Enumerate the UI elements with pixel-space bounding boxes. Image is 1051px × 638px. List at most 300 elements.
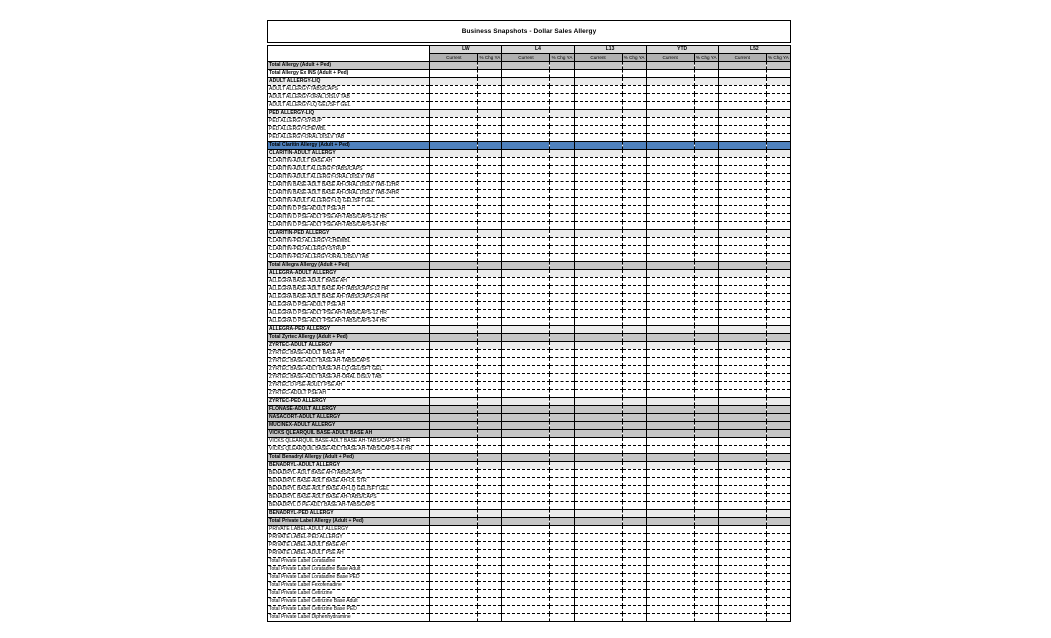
- table-row: [268, 302, 791, 310]
- cell-current: [430, 350, 478, 358]
- cell-current: [574, 446, 622, 454]
- cell-current: [574, 566, 622, 574]
- subheader-pct-chg-ya: % Chg YA: [768, 55, 789, 60]
- cell-pct-chg-ya: [622, 574, 646, 582]
- cell-current: [718, 174, 766, 182]
- cell-pct-chg-ya: [694, 510, 718, 518]
- table-row: [268, 614, 791, 622]
- cell-current: [430, 78, 478, 86]
- cell-pct-chg-ya: [622, 590, 646, 598]
- cell-pct-chg-ya: [550, 510, 574, 518]
- cell-pct-chg-ya: [694, 150, 718, 158]
- table-row: [268, 398, 791, 406]
- cell-pct-chg-ya: [766, 446, 790, 454]
- cell-pct-chg-ya: [550, 598, 574, 606]
- cell-current: [718, 118, 766, 126]
- cell-pct-chg-ya: [550, 142, 574, 150]
- row-label: PRIVATE LABEL-ADULT ALLERGY: [268, 526, 430, 534]
- cell-current: [574, 414, 622, 422]
- subheader-current: Current: [430, 54, 478, 62]
- cell-current: [502, 534, 550, 542]
- cell-pct-chg-ya: [622, 326, 646, 334]
- cell-pct-chg-ya: [478, 334, 502, 342]
- cell-pct-chg-ya: [766, 110, 790, 118]
- subheader-pct-chg-ya: % Chg YA: [623, 55, 645, 60]
- cell-pct-chg-ya: [622, 262, 646, 270]
- cell-current: [502, 86, 550, 94]
- cell-current: [430, 342, 478, 350]
- cell-current: [718, 166, 766, 174]
- cell-pct-chg-ya: [550, 390, 574, 398]
- cell-pct-chg-ya: [694, 102, 718, 110]
- cell-pct-chg-ya: [622, 318, 646, 326]
- cell-current: [646, 302, 694, 310]
- cell-pct-chg-ya: [622, 422, 646, 430]
- cell-pct-chg-ya: [766, 182, 790, 190]
- row-label: VICKS QLEARQUIL BASE-ADLT BASE AH-TABS/CAPS-4-6 HR: [268, 446, 430, 454]
- cell-current: [574, 182, 622, 190]
- cell-pct-chg-ya: [550, 454, 574, 462]
- cell-current: [502, 550, 550, 558]
- row-label: CLARITIN-PED ALLERGY-ORAL DISLV TAB: [268, 254, 430, 262]
- cell-current: [718, 534, 766, 542]
- cell-pct-chg-ya: [766, 566, 790, 574]
- row-label: PRIVATE LABEL-ADULT PSE AH: [268, 550, 430, 558]
- table-row: [268, 342, 791, 350]
- cell-pct-chg-ya: [766, 422, 790, 430]
- cell-current: [646, 502, 694, 510]
- row-label: ZYRTEC BASE-ADLT BASE AH-ORAL DISLV TAB: [268, 374, 430, 382]
- cell-current: [430, 366, 478, 374]
- cell-current: [718, 278, 766, 286]
- cell-pct-chg-ya: [478, 430, 502, 438]
- cell-pct-chg-ya: [550, 358, 574, 366]
- cell-current: [430, 422, 478, 430]
- row-label: ALLEGRA D PSE-ADULT PSE AH: [268, 302, 430, 310]
- table-row: [268, 470, 791, 478]
- cell-current: [574, 278, 622, 286]
- cell-current: [718, 446, 766, 454]
- cell-current: [574, 558, 622, 566]
- cell-pct-chg-ya: [694, 62, 718, 70]
- cell-pct-chg-ya: [478, 326, 502, 334]
- cell-current: [574, 126, 622, 134]
- cell-current: [574, 110, 622, 118]
- cell-current: [646, 358, 694, 366]
- cell-pct-chg-ya: [694, 422, 718, 430]
- cell-current: [430, 214, 478, 222]
- cell-current: [430, 606, 478, 614]
- cell-pct-chg-ya: [694, 526, 718, 534]
- cell-current: [646, 238, 694, 246]
- cell-current: [718, 198, 766, 206]
- report-title: Business Snapshots - Dollar Sales Allergy: [267, 20, 791, 43]
- cell-current: [574, 374, 622, 382]
- cell-pct-chg-ya: [550, 398, 574, 406]
- table-row: [268, 102, 791, 110]
- row-label: CLARITIN-ADULT ALLERGY-TABS/CAPS: [268, 166, 430, 174]
- cell-pct-chg-ya: [550, 502, 574, 510]
- cell-current: [430, 86, 478, 94]
- row-label: CLARITIN-ADULT BASE AH: [268, 158, 430, 166]
- cell-current: [502, 502, 550, 510]
- table-row: [268, 430, 791, 438]
- cell-pct-chg-ya: [550, 230, 574, 238]
- row-label: PED ALLERGY-SYRUP: [268, 118, 430, 126]
- cell-pct-chg-ya: [766, 406, 790, 414]
- cell-pct-chg-ya: [550, 62, 574, 70]
- cell-pct-chg-ya: [694, 478, 718, 486]
- cell-current: [502, 270, 550, 278]
- cell-current: [430, 302, 478, 310]
- cell-current: [502, 446, 550, 454]
- cell-current: [430, 430, 478, 438]
- cell-current: [646, 414, 694, 422]
- cell-pct-chg-ya: [478, 190, 502, 198]
- cell-pct-chg-ya: [694, 262, 718, 270]
- cell-current: [430, 286, 478, 294]
- cell-pct-chg-ya: [478, 126, 502, 134]
- cell-pct-chg-ya: [478, 102, 502, 110]
- cell-current: [574, 350, 622, 358]
- cell-pct-chg-ya: [550, 574, 574, 582]
- cell-pct-chg-ya: [622, 214, 646, 222]
- cell-pct-chg-ya: [766, 358, 790, 366]
- cell-pct-chg-ya: [622, 598, 646, 606]
- cell-pct-chg-ya: [550, 446, 574, 454]
- cell-current: [502, 422, 550, 430]
- row-label: Total Private Label Allergy (Adult + Ped): [268, 518, 430, 526]
- cell-current: [430, 574, 478, 582]
- cell-current: [718, 190, 766, 198]
- row-label: ZYRTEC-ADULT ALLERGY: [268, 342, 430, 350]
- cell-current: [502, 526, 550, 534]
- table-row: [268, 446, 791, 454]
- cell-pct-chg-ya: [478, 350, 502, 358]
- table-row: [268, 158, 791, 166]
- table-row: [268, 582, 791, 590]
- cell-current: [718, 598, 766, 606]
- cell-current: [646, 286, 694, 294]
- cell-current: [430, 582, 478, 590]
- row-label: ZYRTEC D PSE-ADULT PSE AH: [268, 382, 430, 390]
- cell-current: [502, 438, 550, 446]
- cell-pct-chg-ya: [550, 302, 574, 310]
- cell-current: [502, 614, 550, 622]
- cell-pct-chg-ya: [478, 558, 502, 566]
- cell-current: [718, 462, 766, 470]
- cell-pct-chg-ya: [694, 214, 718, 222]
- cell-pct-chg-ya: [694, 542, 718, 550]
- cell-pct-chg-ya: [694, 318, 718, 326]
- cell-pct-chg-ya: [694, 486, 718, 494]
- cell-current: [502, 182, 550, 190]
- cell-pct-chg-ya: [694, 438, 718, 446]
- cell-current: [430, 190, 478, 198]
- row-label: ZYRTEC-ADULT PSE AH: [268, 390, 430, 398]
- cell-current: [502, 326, 550, 334]
- cell-current: [646, 510, 694, 518]
- cell-current: [646, 310, 694, 318]
- cell-pct-chg-ya: [550, 590, 574, 598]
- cell-current: [574, 270, 622, 278]
- cell-pct-chg-ya: [478, 206, 502, 214]
- cell-current: [430, 414, 478, 422]
- cell-current: [430, 478, 478, 486]
- cell-pct-chg-ya: [550, 374, 574, 382]
- cell-current: [718, 62, 766, 70]
- table-row: [268, 382, 791, 390]
- cell-current: [646, 70, 694, 78]
- row-label: ALLEGRA BASE-ADLT BASE AH-TABS/CAPS-24 HR: [268, 294, 430, 302]
- row-label: CLARITIN D PSE-ADLT PSE AH-TABS/CAPS-24 HR: [268, 222, 430, 230]
- table-row: [268, 134, 791, 142]
- cell-current: [502, 222, 550, 230]
- cell-current: [430, 510, 478, 518]
- cell-current: [430, 518, 478, 526]
- cell-current: [430, 318, 478, 326]
- cell-pct-chg-ya: [622, 278, 646, 286]
- cell-current: [502, 342, 550, 350]
- row-label: CLARITIN BASE-ADLT BASE AH-ORAL DISLV TAB-12HR: [268, 182, 430, 190]
- cell-current: [646, 350, 694, 358]
- cell-pct-chg-ya: [766, 86, 790, 94]
- cell-current: [574, 94, 622, 102]
- cell-pct-chg-ya: [622, 470, 646, 478]
- row-label: VICKS QLEARQUIL BASE-ADLT BASE AH-TABS/CAPS-24 HR: [268, 438, 430, 446]
- cell-pct-chg-ya: [694, 518, 718, 526]
- cell-current: [574, 326, 622, 334]
- cell-pct-chg-ya: [478, 454, 502, 462]
- cell-current: [646, 406, 694, 414]
- cell-pct-chg-ya: [766, 150, 790, 158]
- subheader-pct-chg-ya: % Chg YA: [551, 55, 573, 60]
- cell-current: [574, 454, 622, 462]
- cell-pct-chg-ya: [694, 294, 718, 302]
- cell-current: [430, 310, 478, 318]
- cell-pct-chg-ya: [694, 142, 718, 150]
- cell-current: [574, 150, 622, 158]
- cell-current: [718, 134, 766, 142]
- cell-current: [718, 86, 766, 94]
- table-row: [268, 454, 791, 462]
- cell-pct-chg-ya: [622, 286, 646, 294]
- cell-pct-chg-ya: [766, 478, 790, 486]
- row-label: ADULT ALLERGY-LIQ: [268, 78, 430, 86]
- cell-current: [430, 526, 478, 534]
- cell-pct-chg-ya: [694, 334, 718, 342]
- cell-pct-chg-ya: [478, 254, 502, 262]
- cell-pct-chg-ya: [766, 470, 790, 478]
- table-row: [268, 518, 791, 526]
- cell-current: [430, 374, 478, 382]
- cell-pct-chg-ya: [622, 94, 646, 102]
- cell-pct-chg-ya: [550, 430, 574, 438]
- cell-current: [502, 254, 550, 262]
- cell-pct-chg-ya: [766, 166, 790, 174]
- cell-pct-chg-ya: [550, 334, 574, 342]
- cell-current: [718, 302, 766, 310]
- cell-pct-chg-ya: [694, 398, 718, 406]
- row-label: CLARITIN-ADULT ALLERGY: [268, 150, 430, 158]
- cell-pct-chg-ya: [766, 198, 790, 206]
- cell-pct-chg-ya: [694, 494, 718, 502]
- cell-pct-chg-ya: [478, 398, 502, 406]
- cell-current: [718, 182, 766, 190]
- row-label: NASACORT-ADULT ALLERGY: [268, 414, 430, 422]
- row-label: PED ALLERGY-LIQ: [268, 110, 430, 118]
- cell-current: [502, 78, 550, 86]
- table-row: [268, 494, 791, 502]
- cell-pct-chg-ya: [478, 198, 502, 206]
- cell-current: [718, 70, 766, 78]
- cell-pct-chg-ya: [478, 478, 502, 486]
- cell-pct-chg-ya: [766, 78, 790, 86]
- cell-pct-chg-ya: [550, 606, 574, 614]
- cell-pct-chg-ya: [694, 382, 718, 390]
- cell-pct-chg-ya: [550, 262, 574, 270]
- table-row: [268, 358, 791, 366]
- cell-current: [574, 86, 622, 94]
- cell-pct-chg-ya: [694, 118, 718, 126]
- cell-pct-chg-ya: [694, 278, 718, 286]
- cell-pct-chg-ya: [550, 118, 574, 126]
- cell-pct-chg-ya: [622, 254, 646, 262]
- cell-current: [718, 486, 766, 494]
- cell-current: [574, 206, 622, 214]
- cell-current: [718, 582, 766, 590]
- cell-pct-chg-ya: [694, 574, 718, 582]
- cell-pct-chg-ya: [694, 302, 718, 310]
- table-row: [268, 246, 791, 254]
- cell-current: [574, 342, 622, 350]
- cell-pct-chg-ya: [478, 318, 502, 326]
- cell-pct-chg-ya: [766, 62, 790, 70]
- cell-pct-chg-ya: [478, 246, 502, 254]
- table-row: [268, 334, 791, 342]
- row-label: BENADRYL-PED ALLERGY: [268, 510, 430, 518]
- row-label: ALLEGRA D PSE-ADLT PSE AH-TABS/CAPS-12 HR: [268, 310, 430, 318]
- cell-current: [502, 598, 550, 606]
- cell-current: [646, 382, 694, 390]
- table-row: [268, 198, 791, 206]
- subheader-current: Current: [646, 54, 694, 62]
- cell-pct-chg-ya: [478, 566, 502, 574]
- cell-current: [574, 142, 622, 150]
- cell-current: [718, 606, 766, 614]
- cell-pct-chg-ya: [478, 470, 502, 478]
- cell-pct-chg-ya: [478, 590, 502, 598]
- cell-current: [718, 254, 766, 262]
- cell-current: [646, 462, 694, 470]
- cell-current: [574, 366, 622, 374]
- cell-current: [502, 606, 550, 614]
- cell-current: [502, 230, 550, 238]
- cell-pct-chg-ya: [622, 478, 646, 486]
- cell-current: [502, 358, 550, 366]
- cell-current: [718, 238, 766, 246]
- table-row: [268, 182, 791, 190]
- cell-current: [718, 406, 766, 414]
- cell-current: [646, 166, 694, 174]
- cell-current: [718, 246, 766, 254]
- table-row: [268, 86, 791, 94]
- table-row: [268, 438, 791, 446]
- cell-pct-chg-ya: [694, 406, 718, 414]
- cell-current: [430, 246, 478, 254]
- cell-pct-chg-ya: [550, 558, 574, 566]
- cell-pct-chg-ya: [478, 118, 502, 126]
- cell-pct-chg-ya: [766, 374, 790, 382]
- cell-current: [430, 398, 478, 406]
- cell-current: [574, 502, 622, 510]
- cell-pct-chg-ya: [694, 462, 718, 470]
- subheader-pct-chg-ya: % Chg YA: [695, 55, 717, 60]
- cell-current: [718, 334, 766, 342]
- cell-current: [574, 78, 622, 86]
- cell-current: [574, 286, 622, 294]
- cell-pct-chg-ya: [478, 518, 502, 526]
- cell-pct-chg-ya: [622, 126, 646, 134]
- cell-pct-chg-ya: [478, 134, 502, 142]
- cell-pct-chg-ya: [694, 70, 718, 78]
- cell-current: [430, 158, 478, 166]
- cell-pct-chg-ya: [766, 142, 790, 150]
- cell-current: [502, 462, 550, 470]
- cell-pct-chg-ya: [478, 278, 502, 286]
- cell-current: [718, 270, 766, 278]
- cell-pct-chg-ya: [694, 470, 718, 478]
- cell-pct-chg-ya: [622, 390, 646, 398]
- cell-pct-chg-ya: [550, 110, 574, 118]
- cell-pct-chg-ya: [550, 166, 574, 174]
- table-row: [268, 478, 791, 486]
- cell-pct-chg-ya: [478, 542, 502, 550]
- cell-pct-chg-ya: [622, 118, 646, 126]
- cell-current: [574, 550, 622, 558]
- cell-pct-chg-ya: [622, 406, 646, 414]
- cell-current: [502, 70, 550, 78]
- cell-pct-chg-ya: [694, 558, 718, 566]
- cell-pct-chg-ya: [766, 262, 790, 270]
- cell-pct-chg-ya: [550, 526, 574, 534]
- cell-pct-chg-ya: [622, 182, 646, 190]
- cell-pct-chg-ya: [766, 486, 790, 494]
- cell-current: [718, 126, 766, 134]
- cell-pct-chg-ya: [622, 494, 646, 502]
- cell-pct-chg-ya: [622, 454, 646, 462]
- cell-pct-chg-ya: [766, 550, 790, 558]
- cell-current: [430, 230, 478, 238]
- cell-pct-chg-ya: [622, 270, 646, 278]
- cell-pct-chg-ya: [766, 582, 790, 590]
- cell-current: [574, 398, 622, 406]
- row-label: ZYRTEC-PED ALLERGY: [268, 398, 430, 406]
- cell-pct-chg-ya: [478, 78, 502, 86]
- cell-current: [574, 134, 622, 142]
- row-label: CLARITIN-PED ALLERGY-CHEWBL: [268, 238, 430, 246]
- cell-pct-chg-ya: [766, 278, 790, 286]
- table-row: [268, 318, 791, 326]
- cell-current: [574, 246, 622, 254]
- cell-pct-chg-ya: [694, 614, 718, 622]
- cell-current: [718, 390, 766, 398]
- cell-current: [646, 174, 694, 182]
- cell-pct-chg-ya: [550, 134, 574, 142]
- cell-current: [646, 366, 694, 374]
- cell-pct-chg-ya: [694, 246, 718, 254]
- cell-current: [646, 102, 694, 110]
